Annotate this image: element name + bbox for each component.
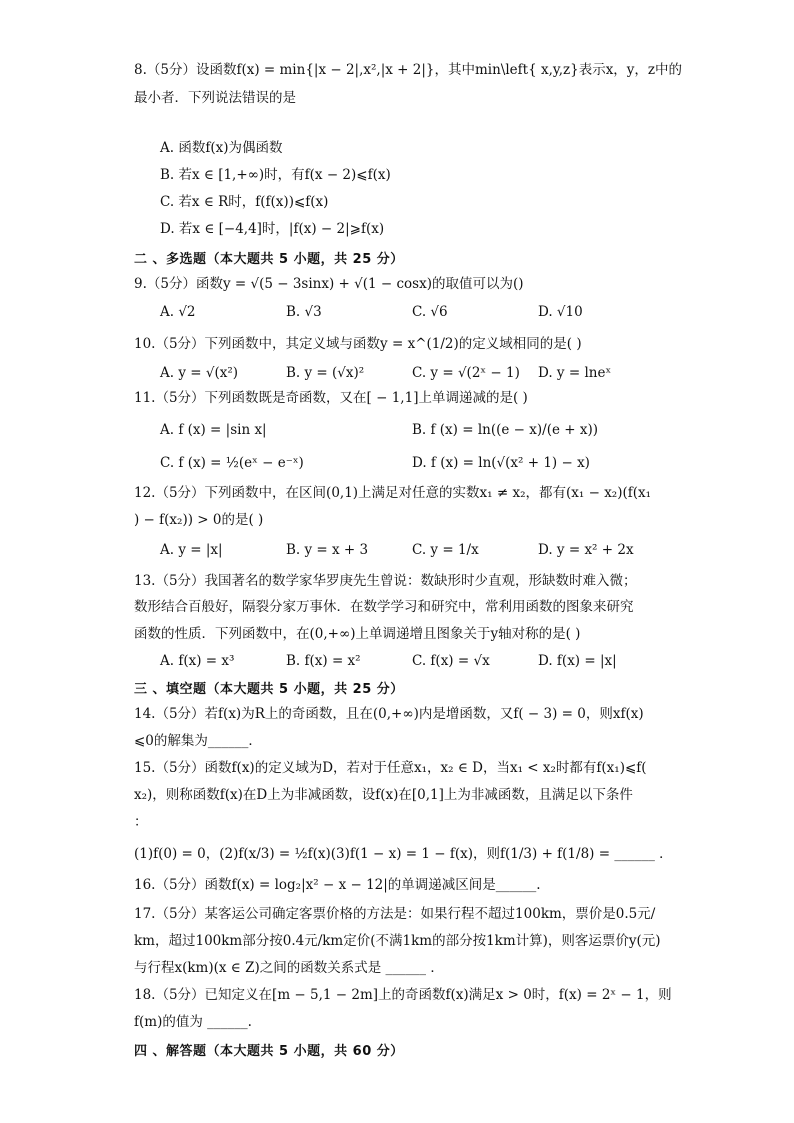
q8-stem-line1: 8.（5分）设函数f(x) = min{|x − 2|,x²,|x + 2|}，其中min\left{ x,y,z}表示x，y，z中的 [134, 62, 683, 78]
q11-option-a: A. f (x) = |sin x| [160, 422, 267, 438]
q11-option-c: C. f (x) = ½(eˣ − e⁻ˣ) [160, 455, 304, 471]
q13-stem-line2: 数形结合百般好，隔裂分家万事休．在数学学习和研究中，常利用函数的图象来研究 [134, 599, 634, 615]
q9-option-a: A. √2 [160, 304, 196, 320]
q13-option-a: A. f(x) = x³ [160, 653, 235, 669]
q12-option-c: C. y = 1/x [412, 542, 479, 558]
q13-stem-line1: 13.（5分）我国著名的数学家华罗庚先生曾说：数缺形时少直观，形缺数时难入微； [134, 573, 637, 589]
q12-option-d: D. y = x² + 2x [538, 542, 634, 558]
q13-stem-line3: 函数的性质．下列函数中，在(0,+∞)上单调递增且图象关于y轴对称的是( ) [134, 626, 581, 642]
q15-line4: (1)f(0) = 0，(2)f(x/3) = ½f(x)(3)f(1 − x) = 1 − f(x)，则f(1/3) + f(1/8) = ______ ． [134, 846, 673, 862]
section-solution-heading: 四 、解答题（本大题共 5 小题，共 60 分） [134, 1044, 404, 1059]
q12-option-a: A. y = |x| [160, 542, 223, 558]
q10-option-a: A. y = √(x²) [160, 365, 239, 381]
q8-option-c: C. 若x ∈ R时，f(f(x))⩽f(x) [160, 194, 329, 210]
q17-line3: 与行程x(km)(x ∈ Z)之间的函数关系式是 ______ ． [134, 960, 444, 976]
q18-line1: 18.（5分）已知定义在[m − 5,1 − 2m]上的奇函数f(x)满足x > 0时，f(x) = 2ˣ − 1，则 [134, 987, 672, 1003]
q12-stem-line2: ) − f(x₂)) > 0的是( ) [134, 512, 264, 528]
q18-line2: f(m)的值为 ______. [134, 1014, 252, 1030]
q12-stem-line1: 12.（5分）下列函数中，在区间(0,1)上满足对任意的实数x₁ ≠ x₂，都有(x₁ − x₂)(f(x₁ [134, 485, 652, 501]
q11-option-b: B. f (x) = ln((e − x)/(e + x)) [412, 422, 598, 438]
q8-option-a: A. 函数f(x)为偶函数 [160, 140, 283, 156]
q13-option-d: D. f(x) = |x| [538, 653, 617, 669]
q15-line2: x₂)，则称函数f(x)在D上为非减函数，设f(x)在[0,1]上为非减函数，且满足以下条件 [134, 787, 633, 803]
q17-line1: 17.（5分）某客运公司确定客票价格的方法是：如果行程不超过100km，票价是0.5元/ [134, 906, 656, 922]
q17-line2: km，超过100km部分按0.4元/km定价(不满1km的部分按1km计算)，则客运票价y(元) [134, 933, 661, 949]
q10-option-c: C. y = √(2ˣ − 1) [412, 365, 520, 381]
q14-line1: 14.（5分）若f(x)为R上的奇函数，且在(0,+∞)内是增函数，又f( − 3) = 0，则xf(x) [134, 706, 644, 722]
q8-option-d: D. 若x ∈ [−4,4]时，|f(x) − 2|⩾f(x) [160, 221, 385, 237]
q8-stem-line2: 最小者．下列说法错误的是 [134, 90, 296, 106]
section-multi-choice-heading: 二 、多选题（本大题共 5 小题，共 25 分） [134, 252, 404, 267]
q10-stem: 10.（5分）下列函数中，其定义域与函数y = x^(1/2)的定义域相同的是( ) [134, 336, 582, 352]
q10-option-b: B. y = (√x)² [286, 365, 365, 381]
q8-option-b: B. 若x ∈ [1,+∞)时，有f(x − 2)⩽f(x) [160, 167, 391, 183]
q15-line1: 15.（5分）函数f(x)的定义域为D，若对于任意x₁，x₂ ∈ D，当x₁ < x₂时都有f(x₁)⩽f( [134, 760, 647, 776]
q12-option-b: B. y = x + 3 [286, 542, 369, 558]
section-fill-blank-heading: 三 、填空题（本大题共 5 小题，共 25 分） [134, 682, 404, 697]
q11-stem: 11.（5分）下列函数既是奇函数，又在[ − 1,1]上单调递减的是( ) [134, 390, 528, 406]
q9-stem: 9.（5分）函数y = √(5 − 3sinx) + √(1 − cosx)的取值可以为() [134, 276, 524, 292]
q9-option-c: C. √6 [412, 304, 448, 320]
q13-option-c: C. f(x) = √x [412, 653, 490, 669]
q15-line3: ： [134, 814, 148, 830]
q14-line2: ⩽0的解集为______． [134, 733, 262, 749]
q10-option-d: D. y = lneˣ [538, 365, 612, 381]
q9-option-b: B. √3 [286, 304, 322, 320]
q16-stem: 16.（5分）函数f(x) = log₂|x² − x − 12|的单调递减区间是______. [134, 877, 541, 893]
q11-option-d: D. f (x) = ln(√(x² + 1) − x) [412, 455, 590, 471]
q9-option-d: D. √10 [538, 304, 583, 320]
q13-option-b: B. f(x) = x² [286, 653, 361, 669]
